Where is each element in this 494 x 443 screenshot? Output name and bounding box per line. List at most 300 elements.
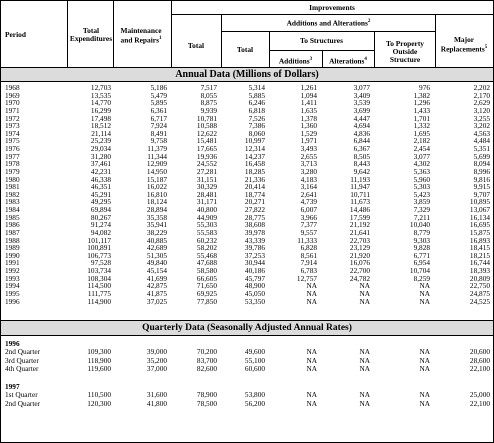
table-cell: 103,734 — [87, 266, 111, 275]
table-cell: 60,600 — [244, 364, 265, 374]
table-cell: 42,689 — [146, 243, 167, 253]
table-cell: 35,358 — [146, 212, 167, 222]
table-cell: 3,859 — [413, 197, 430, 207]
table-cell: 17,498 — [90, 113, 111, 123]
table-cell: 8,060 — [248, 128, 265, 138]
table-cell: 6,246 — [248, 98, 265, 108]
table-cell: 8,094 — [473, 159, 490, 169]
table-cell: 10,781 — [196, 113, 217, 123]
table-cell: 42,231 — [90, 166, 111, 176]
divider — [67, 1, 68, 67]
table-cell: 97,528 — [90, 258, 111, 268]
divider — [374, 31, 375, 67]
header-total-expenditures-line2: Expenditures — [69, 34, 113, 43]
footnote-marker: 3 — [309, 57, 313, 62]
table-cell: 2nd Quarter — [5, 347, 41, 357]
table-cell: 17,665 — [196, 144, 217, 153]
table-cell: 1980 — [5, 174, 20, 184]
annual-column — [5, 84, 45, 305]
table-cell: 1988 — [5, 235, 20, 245]
divider — [269, 31, 270, 67]
header-period: Period — [5, 30, 26, 39]
table-cell: 20,809 — [469, 273, 490, 283]
table-cell: 25,239 — [90, 136, 111, 146]
header-major-replacements-line2 — [435, 44, 493, 53]
table-cell: 24,552 — [196, 159, 217, 169]
table-cell: 24,525 — [469, 296, 490, 306]
header-major-replacements-line1: Major — [453, 35, 475, 44]
table-cell: 6,361 — [150, 105, 167, 115]
table-cell: 58,202 — [196, 243, 217, 253]
table-cell: NA — [419, 390, 430, 400]
table-cell: NA — [359, 281, 370, 291]
table-cell: 9,707 — [473, 189, 490, 199]
table-cell: 9,642 — [353, 166, 370, 176]
table-cell: 25,000 — [469, 390, 490, 400]
table-cell: 41,875 — [146, 288, 167, 298]
table-cell: 7,377 — [300, 220, 317, 230]
table-cell: NA — [306, 355, 317, 365]
table-cell: 1993 — [5, 273, 20, 283]
table-cell: 20,600 — [469, 347, 490, 357]
table-cell: 40,800 — [196, 205, 217, 214]
table-cell: 39,978 — [244, 227, 265, 237]
table-cell: 39,786 — [244, 243, 265, 253]
table-cell: 27,281 — [196, 166, 217, 176]
header-to-property-line1: To Property — [386, 39, 424, 48]
table-cell: 6,818 — [248, 105, 265, 115]
table-cell: 2,629 — [473, 98, 490, 108]
table-cell: 3,493 — [300, 144, 317, 153]
table-cell: 8,259 — [413, 273, 430, 283]
table-cell: 21,336 — [244, 174, 265, 184]
table-cell: 108,304 — [87, 273, 111, 283]
table-cell: 53,350 — [244, 296, 265, 306]
table-cell: 2nd Quarter — [5, 398, 41, 408]
table-cell: 58,580 — [196, 266, 217, 275]
table-cell: NA — [306, 288, 317, 298]
table-cell: 4,302 — [413, 159, 430, 169]
table-cell: 11,333 — [297, 235, 317, 245]
table-cell: 1,411 — [300, 98, 317, 108]
table-cell: 43,339 — [244, 235, 265, 245]
table-cell: 14,237 — [244, 151, 265, 161]
table-cell: 27,822 — [244, 205, 265, 214]
table-cell: 2,202 — [473, 83, 490, 92]
table-cell: 37,461 — [90, 159, 111, 169]
table-cell: 80,267 — [90, 212, 111, 222]
table-cell: NA — [306, 390, 317, 400]
table-cell: 1973 — [5, 121, 20, 131]
table-cell: 110,500 — [87, 390, 111, 400]
table-cell: 21,192 — [349, 220, 370, 230]
table-cell: 1,382 — [413, 90, 430, 100]
table-cell: 16,134 — [469, 212, 490, 222]
table-cell: 16,022 — [146, 182, 167, 192]
table-cell: 55,468 — [196, 250, 217, 260]
annual-column — [171, 84, 217, 305]
table-cell: 1,296 — [413, 98, 430, 108]
table-cell: 7,386 — [248, 121, 265, 131]
table-cell: 1,360 — [300, 121, 317, 131]
header-improvements-total: Total — [187, 41, 205, 50]
table-cell: 22,750 — [469, 281, 490, 291]
table-cell: 10,895 — [469, 197, 490, 207]
table-cell: 35,200 — [146, 355, 167, 365]
table-cell: 16,076 — [349, 258, 370, 268]
table-cell: 1,094 — [300, 90, 317, 100]
table-cell: 12,314 — [244, 144, 265, 153]
table-cell: 91,274 — [90, 220, 111, 230]
table-cell: 6,367 — [353, 144, 370, 153]
table-cell: NA — [419, 347, 430, 357]
table-cell: 55,583 — [196, 227, 217, 237]
table-cell: 3,164 — [300, 182, 317, 192]
table-cell: 11,673 — [350, 197, 370, 207]
table-cell: 15,481 — [196, 136, 217, 146]
table-cell: 2,170 — [473, 90, 490, 100]
table-cell: 1,529 — [300, 128, 317, 138]
table-cell: 19,936 — [196, 151, 217, 161]
table-cell: 10,040 — [409, 220, 430, 230]
table-cell: 5,314 — [248, 83, 265, 92]
table-cell: 31,280 — [90, 151, 111, 161]
table-cell: 9,557 — [300, 227, 317, 237]
table-cell: 17,599 — [349, 212, 370, 222]
table-cell: 28,481 — [196, 189, 217, 199]
footnote-marker: 1 — [158, 36, 162, 41]
table-cell: 1,635 — [300, 105, 317, 115]
annual-column — [374, 84, 430, 305]
table-cell: NA — [359, 288, 370, 298]
table-cell: 5,423 — [413, 189, 430, 199]
table-cell: 14,770 — [90, 98, 111, 108]
table-cell: 51,305 — [146, 250, 167, 260]
table-cell: 16,810 — [146, 189, 167, 199]
table-cell: 3,280 — [300, 166, 317, 176]
table-cell: 8,996 — [473, 166, 490, 176]
table-cell: 5,960 — [413, 174, 430, 184]
quarter-year: 1997 — [5, 382, 20, 391]
table-cell: 101,117 — [87, 235, 111, 245]
table-cell: 29,034 — [90, 144, 111, 153]
header-to-structures: To Structures — [300, 36, 343, 45]
table-cell: 10,704 — [409, 266, 430, 275]
table-cell: 3,120 — [473, 105, 490, 115]
table-cell: 24,782 — [349, 273, 370, 283]
table-cell: 4,694 — [353, 121, 370, 131]
table-cell: 41,699 — [146, 273, 167, 283]
table-cell: NA — [419, 296, 430, 306]
annual-column — [113, 84, 167, 305]
table-cell: 9,915 — [473, 182, 490, 192]
table-cell: 83,700 — [196, 355, 217, 365]
table-cell: 31,151 — [196, 174, 217, 184]
footnote-marker: 5 — [484, 45, 488, 50]
table-cell: 1992 — [5, 266, 20, 275]
table-cell: 6,771 — [413, 250, 430, 260]
table-cell: 6,783 — [300, 266, 317, 275]
table-cell: 1,695 — [413, 128, 430, 138]
table-cell: 11,344 — [147, 151, 167, 161]
header-alterations — [322, 56, 374, 65]
table-cell: 1990 — [5, 250, 20, 260]
header-aa-total: Total — [236, 45, 254, 54]
table-cell: 18,774 — [244, 189, 265, 199]
table-cell: 1981 — [5, 182, 20, 192]
table-cell: 1,378 — [300, 113, 317, 123]
table-cell: 12,909 — [146, 159, 167, 169]
table-cell: 82,600 — [196, 364, 217, 374]
header-major-replacements-label: Replacements — [440, 44, 485, 54]
table-cell: 1985 — [5, 212, 20, 222]
table-cell: 3,077 — [413, 151, 430, 161]
table-cell: 77,850 — [196, 296, 217, 306]
table-cell: NA — [359, 398, 370, 408]
table-cell: 1,332 — [413, 121, 430, 131]
header-additions — [269, 56, 322, 65]
divider — [221, 14, 222, 67]
table-cell: 1977 — [5, 151, 20, 161]
table-cell: 1982 — [5, 189, 20, 199]
table-cell: 14,950 — [146, 166, 167, 176]
table-cell: 109,300 — [87, 347, 111, 357]
table-cell: 100,891 — [87, 243, 111, 253]
table-cell: 12,622 — [196, 128, 217, 138]
table-cell: 49,600 — [244, 347, 265, 357]
footnote-marker: 2 — [367, 19, 371, 24]
table-cell: 22,700 — [349, 266, 370, 275]
table-cell: 16,744 — [469, 258, 490, 268]
table-cell: 9,303 — [413, 235, 430, 245]
table-cell: 8,443 — [353, 159, 370, 169]
table-cell: 2,454 — [413, 144, 430, 153]
table-cell: 8,505 — [353, 151, 370, 161]
table-cell: 976 — [419, 83, 430, 92]
table-cell: 45,050 — [244, 288, 265, 298]
table-cell: 5,186 — [150, 83, 167, 92]
table-cell: 16,299 — [90, 105, 111, 115]
table-cell: NA — [359, 364, 370, 374]
annual-column — [221, 84, 265, 305]
header-additions-alterations — [221, 18, 436, 27]
table-cell: NA — [359, 355, 370, 365]
table-cell: 45,291 — [90, 189, 111, 199]
table-cell: 7,914 — [300, 258, 317, 268]
table-cell: 3,713 — [300, 159, 317, 169]
table-cell: 1st Quarter — [5, 390, 38, 400]
table-cell: 114,500 — [87, 281, 111, 291]
table-cell: NA — [419, 398, 430, 408]
table-cell: 1987 — [5, 227, 20, 237]
table-cell: 53,800 — [244, 390, 265, 400]
table-cell: 16,893 — [469, 235, 490, 245]
table-cell: 9,828 — [413, 243, 430, 253]
quarterly-section-title: Quarterly Data (Seasonally Adjusted Annual Rates) — [1, 320, 493, 336]
table-cell: 20,271 — [244, 197, 265, 207]
table-cell: 1983 — [5, 197, 20, 207]
table-cell: 114,900 — [87, 296, 111, 306]
header-additions-label: Additions — [278, 56, 310, 66]
table-cell: 1975 — [5, 136, 20, 146]
table-cell: 2,655 — [300, 151, 317, 161]
table-cell: NA — [419, 355, 430, 365]
divider — [435, 14, 436, 67]
table-cell: 23,129 — [349, 243, 370, 253]
table-cell: 3,409 — [353, 90, 370, 100]
table-cell: 14,486 — [349, 205, 370, 214]
annual-column — [322, 84, 370, 305]
table-cell: 1986 — [5, 220, 20, 230]
table-cell: 49,295 — [90, 197, 111, 207]
table-cell: 18,215 — [469, 250, 490, 260]
table-cell: 46,351 — [90, 182, 111, 192]
table-cell: 44,909 — [196, 212, 217, 222]
table-cell: 2,182 — [413, 136, 430, 146]
table-cell: 21,641 — [349, 227, 370, 237]
table-cell: 6,828 — [300, 243, 317, 253]
table-cell: 18,415 — [469, 243, 490, 253]
table-cell: 18,393 — [469, 266, 490, 275]
table-cell: 1979 — [5, 166, 20, 176]
table-cell: 30,944 — [244, 258, 265, 268]
annual-section-title: Annual Data (Millions of Dollars) — [1, 67, 493, 82]
table-cell: 46,338 — [90, 174, 111, 184]
table-cell: 7,517 — [200, 83, 217, 92]
table-cell: NA — [306, 398, 317, 408]
table-cell: 3,255 — [473, 113, 490, 123]
table-cell: 10,997 — [244, 136, 265, 146]
table-cell: 16,458 — [244, 159, 265, 169]
table-cell: NA — [419, 288, 430, 298]
header-additions-alterations-label: Additions and Alterations — [286, 18, 368, 28]
table-cell: 60,232 — [196, 235, 217, 245]
table-cell: 70,200 — [196, 347, 217, 357]
divider — [171, 1, 172, 67]
table-cell: 3,966 — [300, 212, 317, 222]
table-cell: 22,100 — [469, 398, 490, 408]
table-cell: 11,379 — [147, 144, 167, 153]
table-cell: 1968 — [5, 83, 20, 92]
table-cell: 4,739 — [300, 197, 317, 207]
table-cell: 18,512 — [90, 121, 111, 131]
table-cell: 1972 — [5, 113, 20, 123]
table-cell: 28,775 — [244, 212, 265, 222]
table-cell: 37,000 — [146, 364, 167, 374]
table-cell: 49,840 — [146, 258, 167, 268]
table-cell: 8,055 — [200, 90, 217, 100]
table-cell: 9,939 — [200, 105, 217, 115]
table-cell: 41,800 — [146, 398, 167, 408]
table-cell: 22,100 — [469, 364, 490, 374]
table-cell: 1994 — [5, 281, 20, 291]
table-cell: 106,773 — [87, 250, 111, 260]
header-improvements: Improvements — [309, 3, 355, 12]
table-cell: 1996 — [5, 296, 20, 306]
table-cell: 5,363 — [413, 166, 430, 176]
quarter-year: 1996 — [5, 339, 20, 348]
divider — [322, 50, 323, 67]
table-cell: 1969 — [5, 90, 20, 100]
table-cell: 55,303 — [196, 220, 217, 230]
table-cell: NA — [306, 364, 317, 374]
header-to-property-line3: Structure — [389, 55, 421, 64]
table-cell: 1995 — [5, 288, 20, 298]
table-cell: 9,816 — [473, 174, 490, 184]
table-cell: 38,608 — [244, 220, 265, 230]
footnote-marker: 4 — [364, 57, 367, 62]
header-to-property-line2: Outside — [392, 47, 418, 56]
table-cell: 78,900 — [196, 390, 217, 400]
table-cell: 6,844 — [353, 136, 370, 146]
table-cell: 16,695 — [469, 220, 490, 230]
table-cell: 37,025 — [146, 296, 167, 306]
table-cell: 55,100 — [244, 355, 265, 365]
table-cell: 66,605 — [196, 273, 217, 283]
table-cell: 3,539 — [353, 98, 370, 108]
rule — [221, 31, 436, 32]
table-cell: 3,077 — [353, 83, 370, 92]
table-cell: 12,703 — [90, 83, 111, 92]
table-cell: 20,414 — [244, 182, 265, 192]
table-cell: NA — [419, 364, 430, 374]
table-cell: 7,924 — [150, 121, 167, 131]
table-cell: 1,971 — [300, 136, 317, 146]
table-cell: 1991 — [5, 258, 20, 268]
table-cell: 56,200 — [244, 398, 265, 408]
table-cell: 22,703 — [349, 235, 370, 245]
table-cell: 3,202 — [473, 121, 490, 131]
table-cell: 5,351 — [473, 144, 490, 153]
table-cell: 1989 — [5, 243, 20, 253]
header-maintenance-label: and Repairs — [120, 35, 159, 45]
table-cell: NA — [359, 347, 370, 357]
table-cell: 3rd Quarter — [5, 355, 39, 365]
table-cell: 1970 — [5, 98, 20, 108]
annual-column — [67, 84, 111, 305]
table-cell: 6,954 — [413, 258, 430, 268]
table-cell: 7,329 — [413, 205, 430, 214]
table-cell: 31,171 — [196, 197, 217, 207]
table-cell: 5,479 — [150, 90, 167, 100]
table-cell: 47,688 — [196, 258, 217, 268]
table-cell: 24,875 — [469, 288, 490, 298]
table-cell: 69,894 — [90, 205, 111, 214]
header-maintenance-line1: Maintenance — [120, 26, 162, 35]
table-cell: 5,303 — [413, 182, 430, 192]
table-cell: 13,067 — [469, 205, 490, 214]
table-cell: 11,193 — [350, 174, 370, 184]
table-cell: 40,186 — [244, 266, 265, 275]
table-cell: 7,526 — [248, 113, 265, 123]
table-cell: NA — [306, 281, 317, 291]
table-cell: 1971 — [5, 105, 20, 115]
table-cell: 4,447 — [353, 113, 370, 123]
table-cell: 4,836 — [353, 128, 370, 138]
table-cell: 39,000 — [146, 347, 167, 357]
table-cell: 120,300 — [87, 398, 111, 408]
table-cell: 38,229 — [146, 227, 167, 237]
table-cell: 30,329 — [196, 182, 217, 192]
header-total-expenditures-line1: Total — [82, 26, 100, 35]
rule — [171, 14, 493, 15]
table-cell: 1,433 — [413, 105, 430, 115]
table-cell: 21,920 — [349, 250, 370, 260]
table-cell: 119,600 — [87, 364, 111, 374]
header-maintenance — [113, 27, 169, 44]
table-cell: 21,114 — [91, 128, 111, 138]
table-cell: NA — [306, 296, 317, 306]
